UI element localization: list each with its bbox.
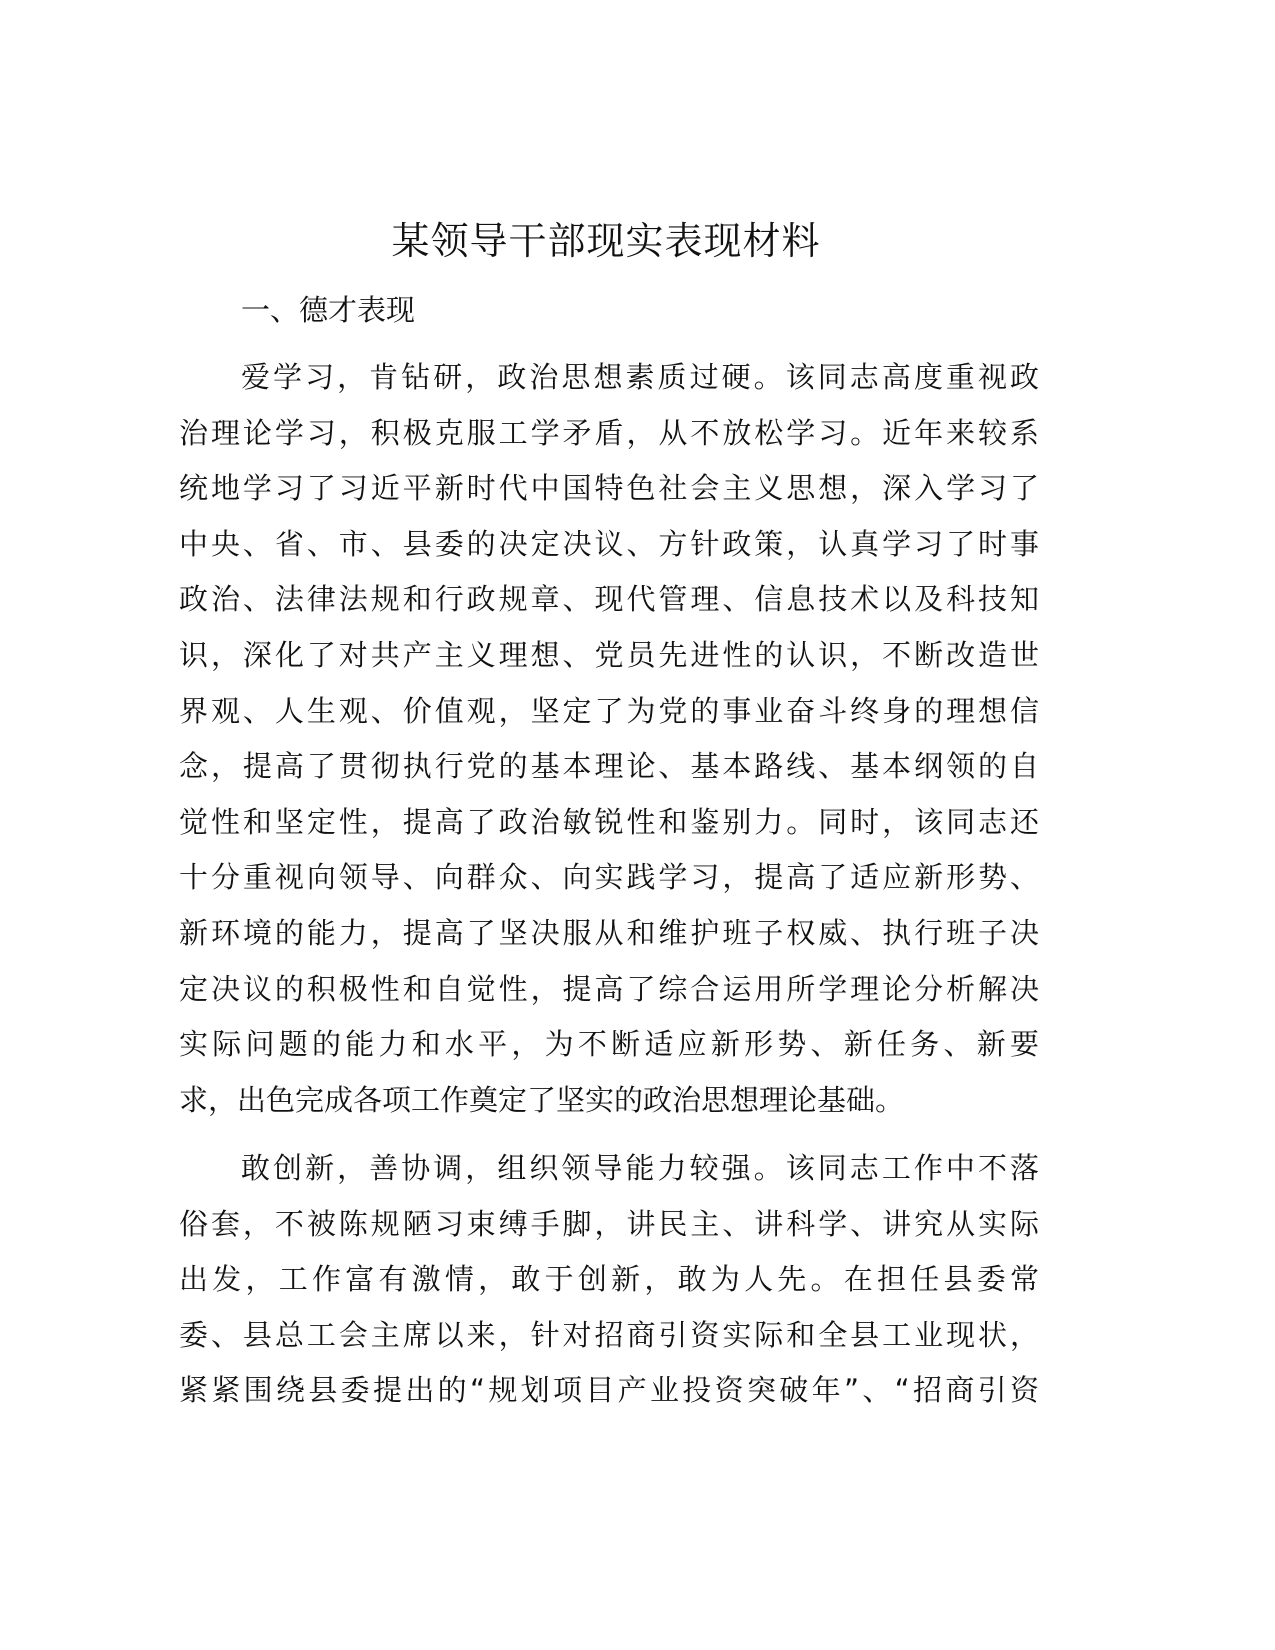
paragraph-line: 识，深化了对共产主义理想、党员先进性的认识，不断改造世 [179, 637, 1039, 672]
paragraph-line: 中央、省、市、县委的决定决议、方针政策，认真学习了时事 [179, 526, 1039, 561]
paragraph-line: 求，出色完成各项工作奠定了坚实的政治思想理论基础。 [179, 1082, 905, 1117]
document-title: 某领导干部现实表现材料 [391, 219, 821, 263]
paragraph-line: 实际问题的能力和水平，为不断适应新形势、新任务、新要 [179, 1027, 1039, 1062]
paragraph-study [179, 350, 1039, 1128]
paragraph-line: 定决议的积极性和自觉性，提高了综合运用所学理论分析解决 [179, 971, 1039, 1006]
paragraph-innovation [179, 1141, 1039, 1419]
paragraph-line: 出发，工作富有激情，敢于创新，敢为人先。在担任县委常 [179, 1262, 1039, 1297]
section-heading: 一、德才表现 [241, 293, 416, 327]
paragraph-line: 爱学习，肯钻研，政治思想素质过硬。该同志高度重视政 [241, 360, 1039, 394]
paragraph-line: 十分重视向领导、向群众、向实践学习，提高了适应新形势、 [179, 860, 1039, 895]
paragraph-line: 新环境的能力，提高了坚决服从和维护班子权威、执行班子决 [179, 915, 1039, 950]
paragraph-line: 俗套，不被陈规陋习束缚手脚，讲民主、讲科学、讲究从实际 [179, 1206, 1039, 1241]
paragraph-line: 界观、人生观、价值观，坚定了为党的事业奋斗终身的理想信 [179, 693, 1039, 728]
paragraph-line: 紧紧围绕县委提出的“规划项目产业投资突破年”、“招商引资 [179, 1373, 1039, 1408]
paragraph-line: 敢创新，善协调，组织领导能力较强。该同志工作中不落 [241, 1151, 1039, 1185]
paragraph-line: 治理论学习，积极克服工学矛盾，从不放松学习。近年来较系 [179, 415, 1039, 450]
paragraph-line: 觉性和坚定性，提高了政治敏锐性和鉴别力。同时，该同志还 [179, 804, 1039, 839]
paragraph-line: 统地学习了习近平新时代中国特色社会主义思想，深入学习了 [179, 471, 1039, 506]
paragraph-line: 政治、法律法规和行政规章、现代管理、信息技术以及科技知 [179, 582, 1039, 617]
paragraph-line: 委、县总工会主席以来，针对招商引资实际和全县工业现状， [179, 1317, 1039, 1352]
paragraph-line: 念，提高了贯彻执行党的基本理论、基本路线、基本纲领的自 [179, 749, 1039, 784]
